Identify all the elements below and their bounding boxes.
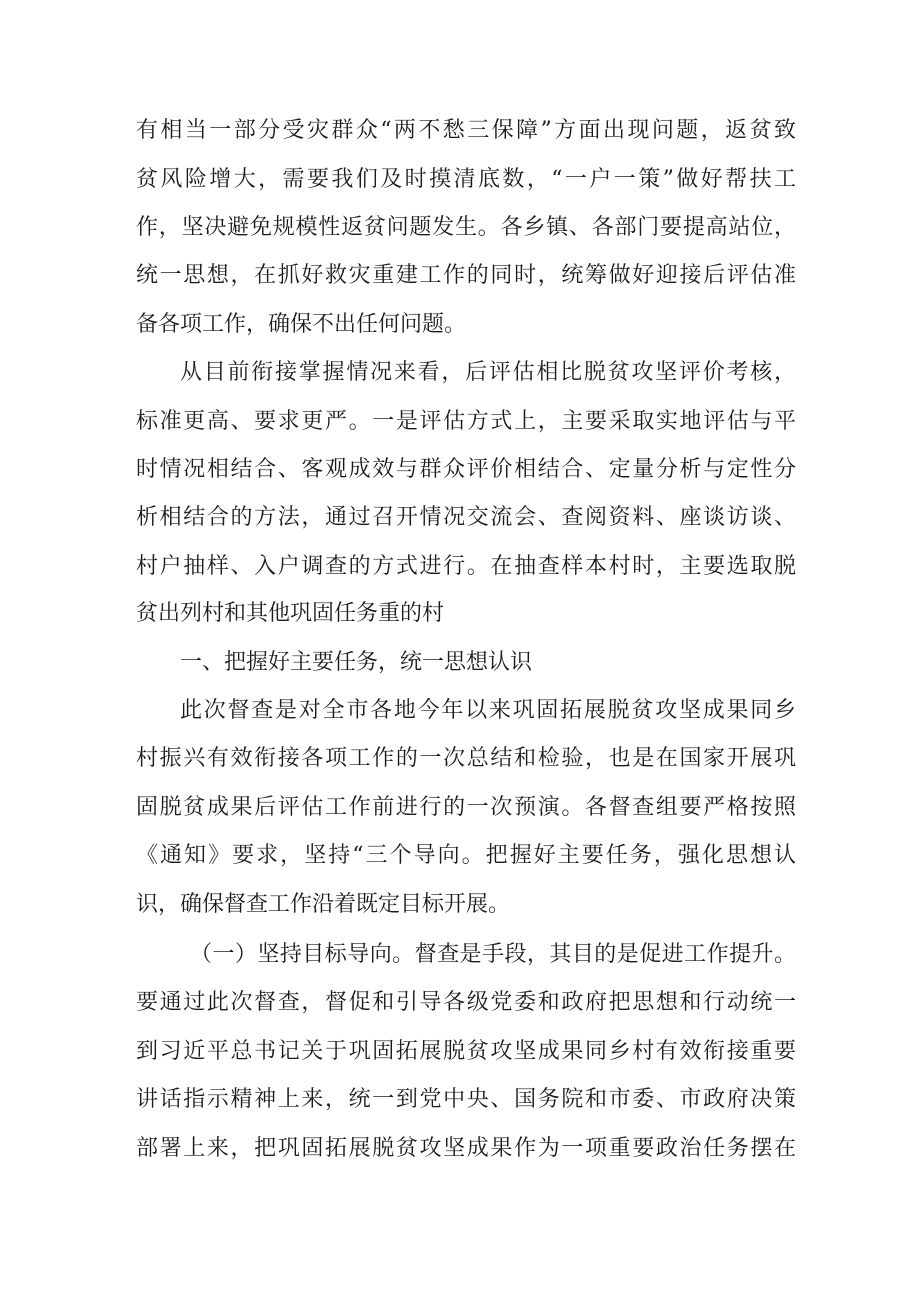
text-line: 有相当一部分受灾群众“两不愁三保障”方面出现问题，返贫致 (136, 118, 796, 143)
text-line: 要通过此次督查，督促和引导各级党委和政府把思想和行动统一 (136, 990, 796, 1015)
text-line: 标准更高、要求更严。一是评估方式上，主要采取实地评估与平 (136, 409, 796, 434)
text-line: 析相结合的方法，通过召开情况交流会、查阅资料、座谈访谈、 (136, 505, 796, 530)
text-line: 备各项工作，确保不出任何问题。 (136, 312, 467, 337)
text-line: 统一思想，在抓好救灾重建工作的同时，统筹做好迎接后评估准 (136, 263, 796, 288)
text-line: 识，确保督查工作沿着既定目标开展。 (136, 892, 511, 917)
text-line: 讲话指示精神上来，统一到党中央、国务院和市委、市政府决策 (136, 1087, 796, 1112)
text-line: 村振兴有效衔接各项工作的一次总结和检验，也是在国家开展巩 (136, 746, 796, 771)
text-line: 贫出列村和其他巩固任务重的村 (136, 601, 445, 626)
section-heading: 一、把握好主要任务，统一思想认识 (180, 650, 533, 675)
text-line: 到习近平总书记关于巩固拓展脱贫攻坚成果同乡村有效衔接重要 (136, 1039, 796, 1064)
text-line: （一）坚持目标导向。督查是手段，其目的是促进工作提升。 (190, 942, 796, 967)
text-line: 作，坚决避免规模性返贫问题发生。各乡镇、各部门要提高站位， (136, 215, 796, 240)
text-line: 此次督查是对全市各地今年以来巩固拓展脱贫攻坚成果同乡 (180, 698, 796, 723)
text-line: 部署上来，把巩固拓展脱贫攻坚成果作为一项重要政治任务摆在 (136, 1136, 796, 1161)
text-line: 《通知》要求，坚持“三个导向。把握好主要任务，强化思想认 (136, 843, 796, 868)
text-line: 时情况相结合、客观成效与群众评价相结合、定量分析与定性分 (136, 457, 796, 482)
text-line: 从目前衔接掌握情况来看，后评估相比脱贫攻坚评价考核， (180, 360, 796, 385)
text-line: 贫风险增大，需要我们及时摸清底数，“一户一策”做好帮扶工 (136, 167, 796, 192)
text-line: 固脱贫成果后评估工作前进行的一次预演。各督查组要严格按照 (136, 795, 796, 820)
text-line: 村户抽样、入户调查的方式进行。在抽查样本村时，主要选取脱 (136, 554, 796, 579)
